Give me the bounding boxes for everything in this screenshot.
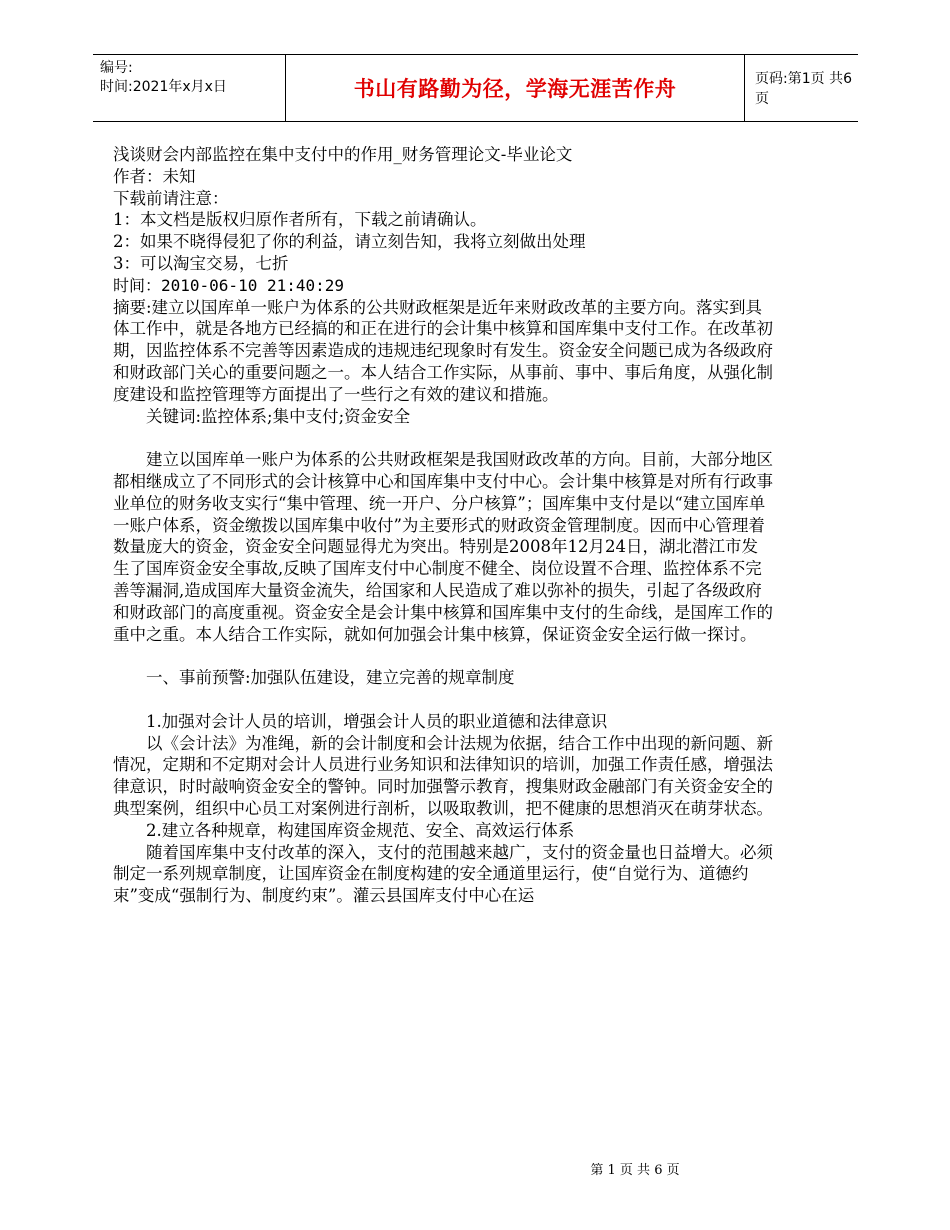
doc-title: 浅谈财会内部监控在集中支付中的作用_财务管理论文-毕业论文: [113, 145, 573, 164]
time-label: 时间:2021年x月x日: [100, 79, 227, 95]
keywords: 关键词:监控体系;集中支付;资金安全: [146, 406, 411, 426]
doc-author: 作者：未知: [113, 166, 196, 186]
paragraph-2: 以《会计法》为准绳，新的会计制度和会计法规为依据，结合工作中出现的新问题、新情况，定期和不定期对会计人员进行业务知识和法律知识的培训，加强工作责任感，增强法律意识，时时敲响资金安全的警钟。同时加强警示教育，搜集财政金融部门有关资金安全的典型案例，组织中心员工对案例进行剖析，以吸取教训，把不健康的思想消灭在萌芽状态。: [113, 733, 773, 818]
section-heading-1: 一、事前预警:加强队伍建设，建立完善的规章制度: [146, 668, 515, 688]
page-footer: 第 1 页 共 6 页: [590, 1163, 680, 1178]
notice-heading: 下载前请注意：: [113, 188, 229, 208]
motto: 书山有路勤为径，学海无涯苦作舟: [285, 55, 745, 121]
header-meta: [93, 55, 284, 121]
header-table: [93, 54, 858, 122]
paragraph-3: 随着国库集中支付改革的深入，支付的范围越来越广，支付的资金量也日益增大。必须制定一系列规章制度，让国库资金在制度构建的安全通道里运行，使“自觉行为、道德约束”变成“强制行为、制度约束”。灌云县国库支付中心在运: [113, 842, 773, 906]
doc-time: 时间：2010-06-10 21:40:29: [113, 275, 345, 295]
number-label: 编号:: [100, 60, 133, 76]
paragraph-1: 建立以国库单一账户为体系的公共财政框架是我国财政改革的方向。目前，大部分地区都相继成立了不同形式的会计核算中心和国库集中支付中心。会计集中核算是对所有行政事业单位的财务收支实行“集中管理、统一开户、分户核算”；国库集中支付是以“建立国库单一账户体系，资金缴拨以国库集中收付”为主要形式的财政资金管理制度。因而中心管理着数量庞大的资金，资金安全问题显得尤为突出。特别是2008年12月24日，湖北潜江市发生了国库资金安全事故,反映了国库支付中心制度不健全、岗位设置不合理、监控体系不完善等漏洞,造成国库大量资金流失，给国家和人民造成了难以弥补的损失，引起了各级政府和财政部门的高度重视。资金安全是会计集中核算和国库集中支付的生命线，是国库工作的重中之重。本人结合工作实际，就如何加强会计集中核算，保证资金安全运行做一探讨。: [113, 450, 773, 644]
document-body: [113, 144, 773, 907]
abstract: 摘要:建立以国库单一账户为体系的公共财政框架是近年来财政改革的主要方向。落实到具体工作中，就是各地方已经搞的和正在进行的会计集中核算和国库集中支付工作。在改革初期，因监控体系不完善等因素造成的违规违纪现象时有发生。资金安全问题已成为各级政府和财政部门关心的重要问题之一。本人结合工作实际，从事前、事中、事后角度，从强化制度建设和监控管理等方面提出了一些行之有效的建议和措施。: [113, 297, 773, 404]
notice-1: 1：本文档是版权归原作者所有，下载之前请确认。: [113, 210, 487, 230]
page-label: 页码:第1页 共6页: [755, 71, 852, 107]
subheading-2: 2.建立各种规章，构建国库资金规范、安全、高效运行体系: [146, 820, 575, 840]
notice-2: 2：如果不晓得侵犯了你的利益，请立刻告知，我将立刻做出处理: [113, 232, 586, 252]
notice-3: 3：可以淘宝交易，七折: [113, 253, 289, 273]
subheading-1: 1.加强对会计人员的培训，增强会计人员的职业道德和法律意识: [146, 711, 608, 731]
